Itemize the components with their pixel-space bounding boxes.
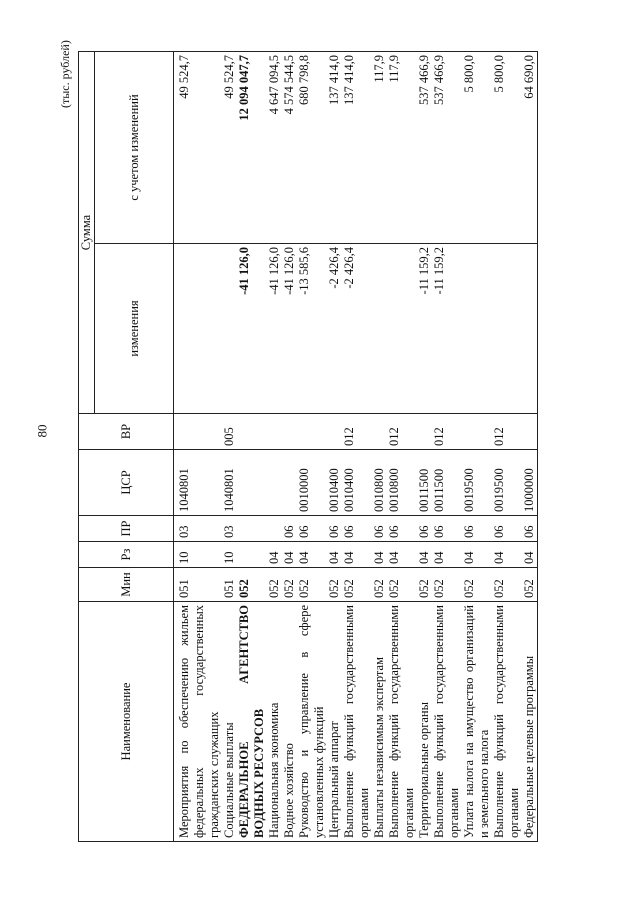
row-pr: 06 — [432, 516, 462, 542]
row-name: Федеральные целевые программы — [522, 602, 538, 842]
row-pr: 06 — [522, 516, 538, 542]
row-changes — [492, 244, 522, 414]
row-name: Руководство и управление в сфере установленных функций — [297, 602, 327, 842]
row-csr: 0011500 — [432, 450, 462, 516]
row-pr: 06 — [282, 516, 297, 542]
row-rz: 04 — [372, 542, 387, 568]
row-csr: 0010800 — [387, 450, 417, 516]
table-row — [387, 52, 417, 842]
row-total: 12 094 047,7 — [237, 52, 267, 244]
row-csr: 0019500 — [462, 450, 492, 516]
row-vr: 012 — [342, 414, 372, 450]
row-rz: 04 — [327, 542, 342, 568]
row-name: Социальные выплаты — [222, 602, 237, 842]
rotated-table-wrapper — [78, 52, 568, 842]
row-pr — [267, 516, 282, 542]
header-name: Наименование — [79, 602, 174, 842]
row-changes: -13 585,6 — [297, 244, 327, 414]
table-row — [492, 52, 522, 842]
row-min: 052 — [282, 568, 297, 602]
row-min: 052 — [327, 568, 342, 602]
row-pr: 06 — [342, 516, 372, 542]
row-vr — [237, 414, 267, 450]
table-row — [372, 52, 387, 842]
row-total: 537 466,9 — [432, 52, 462, 244]
row-vr: 012 — [492, 414, 522, 450]
row-csr: 0010400 — [327, 450, 342, 516]
row-changes: -11 159,2 — [417, 244, 432, 414]
table-row — [522, 52, 538, 842]
row-vr — [174, 414, 223, 450]
row-min: 052 — [267, 568, 282, 602]
row-vr — [297, 414, 327, 450]
row-rz: 04 — [432, 542, 462, 568]
row-pr: 03 — [222, 516, 237, 542]
header-with-changes: с учетом изменений — [95, 52, 174, 244]
row-csr: 1040801 — [174, 450, 223, 516]
row-vr: 005 — [222, 414, 237, 450]
row-vr — [267, 414, 282, 450]
row-total: 64 690,0 — [522, 52, 538, 244]
table-row — [297, 52, 327, 842]
header-rz: Рз — [79, 542, 174, 568]
row-csr — [237, 450, 267, 516]
row-csr: 0010400 — [342, 450, 372, 516]
row-vr — [327, 414, 342, 450]
row-total: 49 524,7 — [174, 52, 223, 244]
row-min: 051 — [222, 568, 237, 602]
row-changes — [174, 244, 223, 414]
row-min: 052 — [432, 568, 462, 602]
row-min: 052 — [462, 568, 492, 602]
row-changes — [372, 244, 387, 414]
row-vr — [282, 414, 297, 450]
row-pr: 06 — [327, 516, 342, 542]
header-sum-group: Сумма — [79, 52, 95, 414]
row-total: 680 798,8 — [297, 52, 327, 244]
row-rz: 04 — [342, 542, 372, 568]
row-rz: 04 — [462, 542, 492, 568]
row-total: 117,9 — [387, 52, 417, 244]
row-rz: 10 — [222, 542, 237, 568]
row-pr: 06 — [297, 516, 327, 542]
row-rz: 04 — [387, 542, 417, 568]
row-rz — [237, 542, 267, 568]
table-row — [174, 52, 223, 842]
row-csr — [282, 450, 297, 516]
row-total: 5 800,0 — [462, 52, 492, 244]
row-name: Центральный аппарат — [327, 602, 342, 842]
row-total: 537 466,9 — [417, 52, 432, 244]
row-vr: 012 — [387, 414, 417, 450]
header-min: Мин — [79, 568, 174, 602]
table-row — [432, 52, 462, 842]
row-vr — [462, 414, 492, 450]
row-changes — [522, 244, 538, 414]
row-name: Территориальные органы — [417, 602, 432, 842]
row-rz: 04 — [522, 542, 538, 568]
row-min: 052 — [342, 568, 372, 602]
row-min: 052 — [387, 568, 417, 602]
row-min: 052 — [522, 568, 538, 602]
row-min: 052 — [372, 568, 387, 602]
row-min: 052 — [417, 568, 432, 602]
row-name: Водное хозяйство — [282, 602, 297, 842]
table-row — [282, 52, 297, 842]
row-total: 137 414,0 — [327, 52, 342, 244]
row-name: Национальная экономика — [267, 602, 282, 842]
row-total: 117,9 — [372, 52, 387, 244]
row-name: ФЕДЕРАЛЬНОЕ АГЕНТСТВО ВОДНЫХ РЕСУРСОВ — [237, 602, 267, 842]
row-total: 4 574 544,5 — [282, 52, 297, 244]
table-body — [174, 52, 538, 842]
units-note: (тыс. рублей) — [58, 40, 72, 108]
budget-table — [78, 51, 538, 842]
row-name: Мероприятия по обеспечению жильем федеральных государственных гражданских служащих — [174, 602, 223, 842]
row-name: Выполнение функций государственными органами — [432, 602, 462, 842]
header-pr: ПР — [79, 516, 174, 542]
table-row — [462, 52, 492, 842]
row-min: 052 — [297, 568, 327, 602]
row-changes: -41 126,0 — [237, 244, 267, 414]
table-row — [342, 52, 372, 842]
row-name: Уплата налога на имущество организаций и земельного налога — [462, 602, 492, 842]
row-name: Выполнение функций государственными органами — [342, 602, 372, 842]
row-pr: 06 — [462, 516, 492, 542]
row-min: 052 — [492, 568, 522, 602]
page-number: 80 — [34, 424, 50, 438]
row-rz: 04 — [492, 542, 522, 568]
row-csr: 0011500 — [417, 450, 432, 516]
row-changes — [462, 244, 492, 414]
row-changes — [387, 244, 417, 414]
row-pr: 06 — [417, 516, 432, 542]
row-pr: 06 — [372, 516, 387, 542]
row-name: Выполнение функций государственными органами — [387, 602, 417, 842]
row-rz: 04 — [282, 542, 297, 568]
row-changes: -2 426,4 — [342, 244, 372, 414]
row-csr: 1040801 — [222, 450, 237, 516]
row-rz: 04 — [267, 542, 282, 568]
row-rz: 04 — [297, 542, 327, 568]
row-rz: 04 — [417, 542, 432, 568]
row-pr: 03 — [174, 516, 223, 542]
header-changes: изменения — [95, 244, 174, 414]
row-csr: 0019500 — [492, 450, 522, 516]
row-changes: -41 126,0 — [267, 244, 282, 414]
row-min: 052 — [237, 568, 267, 602]
row-min: 051 — [174, 568, 223, 602]
row-total: 137 414,0 — [342, 52, 372, 244]
row-vr — [522, 414, 538, 450]
row-csr — [267, 450, 282, 516]
table-row — [417, 52, 432, 842]
row-total: 49 524,7 — [222, 52, 237, 244]
row-changes — [222, 244, 237, 414]
row-pr: 06 — [387, 516, 417, 542]
row-total: 4 647 094,5 — [267, 52, 282, 244]
header-vr: ВР — [79, 414, 174, 450]
row-name: Выполнение функций государственными органами — [492, 602, 522, 842]
row-changes: -41 126,0 — [282, 244, 297, 414]
row-total: 5 800,0 — [492, 52, 522, 244]
row-csr: 1000000 — [522, 450, 538, 516]
row-vr: 012 — [432, 414, 462, 450]
row-csr: 0010000 — [297, 450, 327, 516]
header-csr: ЦСР — [79, 450, 174, 516]
row-pr: 06 — [492, 516, 522, 542]
row-changes: -2 426,4 — [327, 244, 342, 414]
table-row — [327, 52, 342, 842]
row-changes: -11 159,2 — [432, 244, 462, 414]
row-rz: 10 — [174, 542, 223, 568]
table-row — [237, 52, 267, 842]
row-name: Выплаты независимым экспертам — [372, 602, 387, 842]
row-vr — [372, 414, 387, 450]
row-vr — [417, 414, 432, 450]
table-row — [267, 52, 282, 842]
table-row — [222, 52, 237, 842]
row-csr: 0010800 — [372, 450, 387, 516]
row-pr — [237, 516, 267, 542]
